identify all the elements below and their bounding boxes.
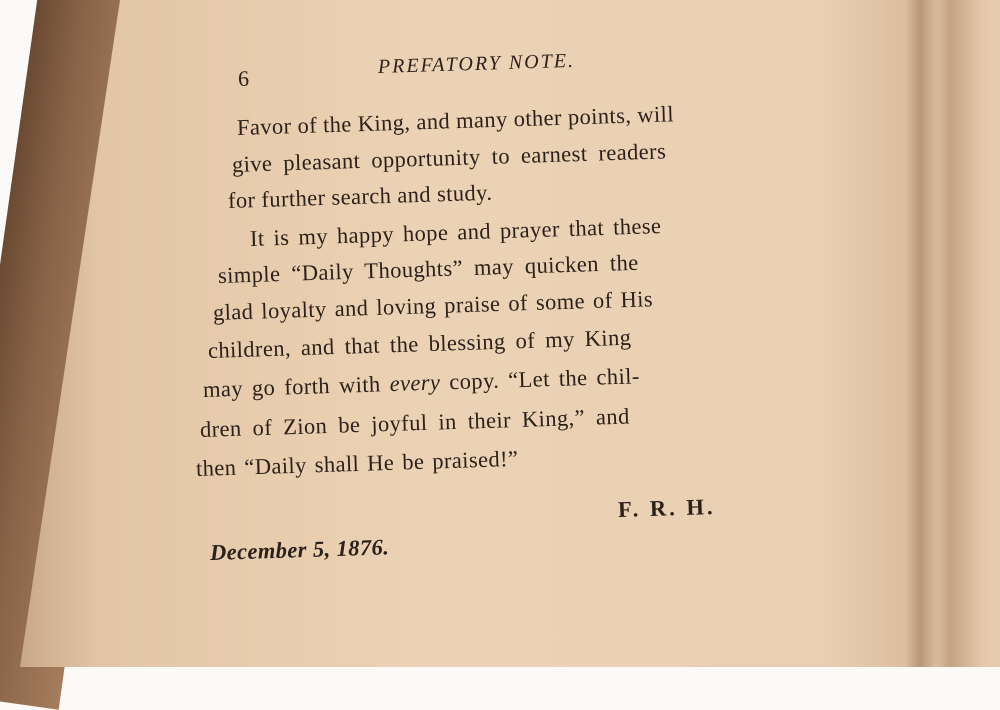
text-line: Favor of the King, and many other points, will [236,101,675,140]
text-line: for further search and study. [227,179,493,213]
text-line: give pleasant opportunity to earnest readers [231,138,667,177]
text-line: dren of Zion be joyful in their King,” and [199,403,631,442]
date: December 5, 1876. [209,534,390,565]
text-line: simple “Daily Thoughts” may quicken the [217,249,639,288]
text-line: children, and that the blessing of my King [207,324,632,363]
text-line: glad loyalty and loving praise of some of His [212,286,654,325]
text-italic: every [389,369,441,397]
page-number: 6 [237,65,250,91]
page-heading: PREFATORY NOTE. [377,49,576,78]
text-segment: copy. “Let the chil- [448,363,641,395]
text-line: then “Daily shall He be praised!” [195,445,519,481]
signature: F. R. H. [617,493,716,522]
text-line: It is my happy hope and prayer that these [249,213,662,251]
text-segment: may go forth with [202,371,381,402]
page-edge-shadow [905,0,935,667]
